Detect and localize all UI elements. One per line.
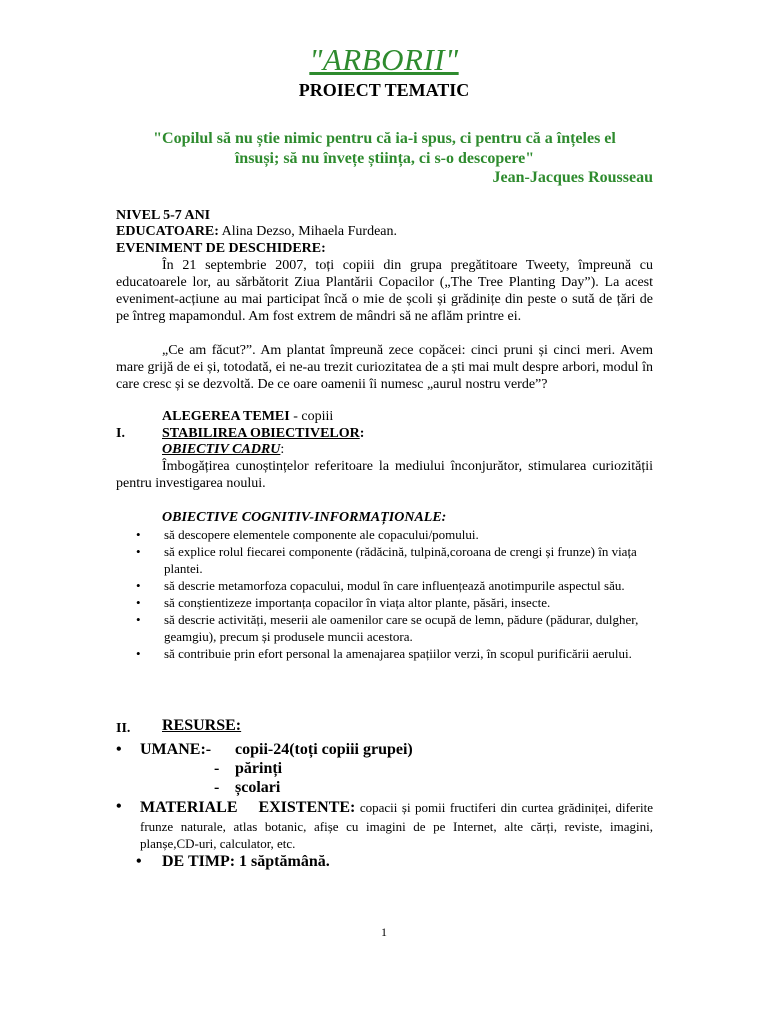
umane-label: UMANE:- <box>140 741 212 758</box>
timp-label: DE TIMP: <box>162 853 236 870</box>
educatoare-line <box>116 223 653 240</box>
objectives-list <box>136 526 653 662</box>
bullet-icon: • <box>136 544 141 559</box>
materiale-text: copacii și pomii fructiferi din curtea grădiniței, diferite frunze naturale, atlas botanic, afișe cu imagini de pe Internet, alte cărți, reviste, imagini, planșe,CD-uri, calculator, etc. <box>140 800 653 851</box>
paragraph-ce-am-facut: „Ce am făcut?”. Am plantat împreună zece copăcei: cinci pruni și cinci meri. Avem mare grijă de ei și, totodată, ei ne-au trezit curiozitatea de a ști mai mult despre arbori, modul în care cresc și se dezvoltă. De ce oare oamenii îi numesc „aurul nostru verde”? <box>116 343 653 392</box>
alegerea-temei-label: ALEGEREA TEMEI <box>162 409 290 424</box>
timp-value: 1 săptămână. <box>239 853 330 870</box>
bullet-icon: • <box>136 646 141 661</box>
list-item: • să contribuie prin efort personal la amenajarea spațiilor verzi, în scopul purificării aerului. <box>136 646 632 661</box>
bullet-icon: • <box>136 527 141 542</box>
timp-line <box>162 852 330 872</box>
list-item: • să descrie metamorfoza copacului, modul în care influențează anotimpurile aspectul său. <box>136 578 625 593</box>
cognitiv-heading: OBIECTIVE COGNITIV-INFORMAȚIONALE: <box>162 510 447 525</box>
alegerea-temei-suffix: - copiii <box>289 409 334 424</box>
list-item: • să descopere elementele componente ale copacului/pomului. <box>136 527 479 542</box>
list-item: • să conștientizeze importanța copacilor în viața altor plante, păsări, insecte. <box>136 595 551 610</box>
list-item: • să explice rolul fiecarei componente (rădăcină, tulpină,coroana de crengi și frunze) în viața plantei. <box>136 544 637 576</box>
section-2-heading: RESURSE: <box>162 717 242 734</box>
bullet-icon: • <box>116 741 122 758</box>
quote-author: Jean-Jacques Rousseau <box>492 169 653 186</box>
materiale-label: MATERIALE EXISTENTE: <box>140 799 356 816</box>
page-number: 1 <box>381 925 387 939</box>
list-item: • să descrie activități, meserii ale oamenilor care se ocupă de lemn, pădure (pădurar, dulgher, geamgiu), precum și produsele muncii acestora. <box>136 612 639 644</box>
bullet-icon: • <box>136 595 141 610</box>
dash-marker: - <box>214 779 220 796</box>
section-2-numeral: II. <box>116 721 131 736</box>
umane-item-copii: copii-24(toți copiii grupei) <box>235 741 413 758</box>
dash-marker: - <box>214 760 220 777</box>
bullet-icon: • <box>116 798 122 815</box>
paragraph-eveniment: În 21 septembrie 2007, toți copiii din grupa pregătitoare Tweety, împreună cu educatoarele lor, au sărbătorit Ziua Plantării Copacilor („The Tree Planting Day”). La acest eveniment-acțiune au mai participat încă o mie de școli și grădinițe din peste o sută de țări de pe întreg mapamondul. Am fost extrem de mândri să ne aflăm printre ei. <box>116 258 653 324</box>
bullet-icon: • <box>136 578 141 593</box>
section-1-heading: STABILIREA OBIECTIVELOR <box>162 426 360 441</box>
document-title: "ARBORII" <box>309 42 459 77</box>
quote-line-2: însuși; să nu învețe știința, ci s-o descopere" <box>234 150 535 167</box>
obiectiv-cadru-text: Îmbogățirea cunoștințelor referitoare la mediului înconjurător, stimularea curiozității pentru investigarea noului. <box>116 459 653 491</box>
umane-item-scolari: școlari <box>235 779 281 796</box>
alegerea-temei-line <box>116 408 653 425</box>
bullet-icon: • <box>136 853 142 870</box>
obiectiv-cadru-colon: : <box>280 442 285 457</box>
nivel-line: NIVEL 5-7 ANI <box>116 208 211 223</box>
bullet-icon: • <box>136 612 141 627</box>
eveniment-heading: EVENIMENT DE DESCHIDERE: <box>116 241 326 256</box>
section-1-heading-line <box>162 425 642 442</box>
educatoare-label: EDUCATOARE: <box>116 224 219 239</box>
materiale-paragraph <box>140 798 653 852</box>
obiectiv-cadru-label: OBIECTIV CADRU <box>162 442 281 457</box>
obiectiv-cadru-line <box>162 441 642 458</box>
document-subtitle: PROIECT TEMATIC <box>298 80 470 100</box>
section-1-numeral: I. <box>116 426 125 441</box>
educatoare-value: Alina Dezso, Mihaela Furdean. <box>221 224 398 239</box>
quote-line-1: "Copilul să nu știe nimic pentru că ia-i spus, ci pentru că a înțeles el <box>153 130 616 147</box>
section-1-heading-colon: : <box>359 426 365 441</box>
umane-item-parinti: părinți <box>235 760 283 777</box>
